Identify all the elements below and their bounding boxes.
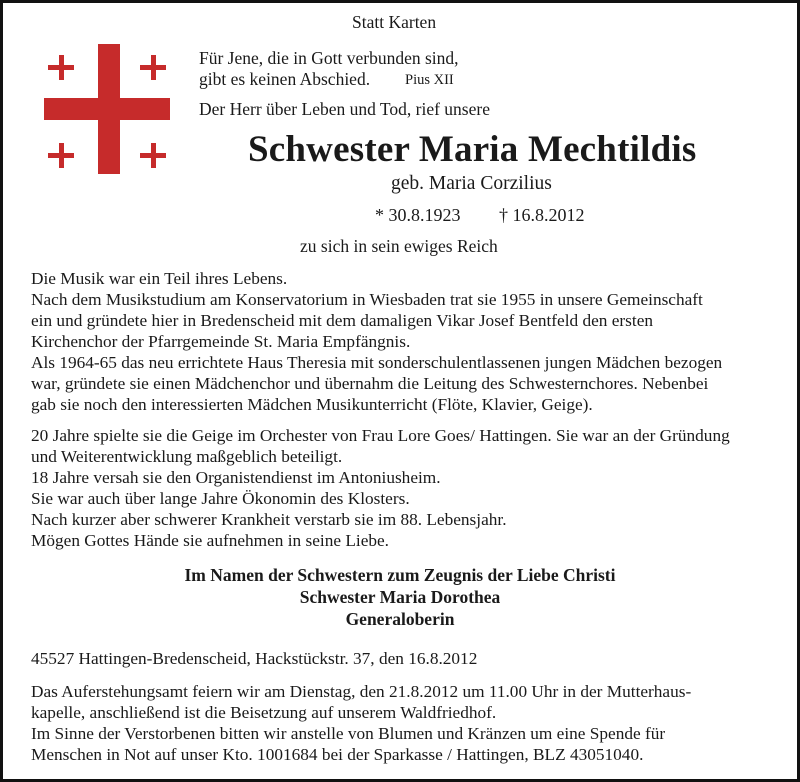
footer-line: kapelle, anschließend ist die Beisetzung auf unserem Waldfriedhof. xyxy=(31,703,497,722)
quote-line-2: gibt es keinen Abschied. xyxy=(199,69,371,89)
body-line: und Weiterentwicklung maßgeblich beteiligt. xyxy=(31,447,343,466)
body-line: Nach dem Musikstudium am Konservatorium in Wiesbaden trat sie 1955 in unsere Gemeinschaft xyxy=(31,290,703,309)
signature-title: Generaloberin xyxy=(345,609,455,629)
quote-line-1: Für Jene, die in Gott verbunden sind, xyxy=(199,48,459,68)
intro-line: Der Herr über Leben und Tod, rief unsere xyxy=(199,99,490,119)
body-line: 18 Jahre versah sie den Organistendienst im Antoniusheim. xyxy=(31,468,441,487)
jerusalem-cross-icon xyxy=(44,44,170,174)
body-line: Die Musik war ein Teil ihres Lebens. xyxy=(31,269,288,288)
body-line: gab sie noch den interessierten Mädchen Musikunterricht (Flöte, Klavier, Geige). xyxy=(31,395,593,414)
footer-line: Menschen in Not auf unser Kto. 1001684 bei der Sparkasse / Hattingen, BLZ 43051040. xyxy=(31,745,644,764)
quote-author: Pius XII xyxy=(405,72,454,88)
body-line: Mögen Gottes Hände sie aufnehmen in seine Liebe. xyxy=(31,531,389,550)
signature-name: Schwester Maria Dorothea xyxy=(299,587,501,607)
closing-line: zu sich in sein ewiges Reich xyxy=(300,236,498,256)
birth-date: * 30.8.1923 xyxy=(375,205,461,225)
footer-line: Das Auferstehungsamt feiern wir am Dienstag, den 21.8.2012 um 11.00 Uhr in der Mutterhaus- xyxy=(31,682,692,701)
body-line: Sie war auch über lange Jahre Ökonomin des Klosters. xyxy=(31,489,410,508)
body-line: Als 1964-65 das neu errichtete Haus Theresia mit sonderschulentlassenen jungen Mädchen bezogen xyxy=(31,353,723,372)
address-line: 45527 Hattingen-Bredenscheid, Hackstückstr. 37, den 16.8.2012 xyxy=(31,649,478,668)
statt-karten-heading: Statt Karten xyxy=(352,12,437,32)
body-line: war, gründete sie einen Mädchenchor und übernahm die Leitung des Schwesternchores. Nebenbei xyxy=(31,374,709,393)
body-line: ein und gründete hier in Bredenscheid mit dem damaligen Vikar Josef Bentfeld den ersten xyxy=(31,311,654,330)
birth-name: geb. Maria Corzilius xyxy=(391,173,552,194)
body-line: Nach kurzer aber schwerer Krankheit verstarb sie im 88. Lebensjahr. xyxy=(31,510,507,529)
body-line: Kirchenchor der Pfarrgemeinde St. Maria Empfängnis. xyxy=(31,332,411,351)
body-line: 20 Jahre spielte sie die Geige im Orchester von Frau Lore Goes/ Hattingen. Sie war an der Gründung xyxy=(31,426,730,445)
deceased-name: Schwester Maria Mechtildis xyxy=(248,129,697,170)
signature-line-1: Im Namen der Schwestern zum Zeugnis der Liebe Christi xyxy=(184,565,616,585)
death-date: † 16.8.2012 xyxy=(499,205,585,225)
footer-line: Im Sinne der Verstorbenen bitten wir anstelle von Blumen und Kränzen um eine Spende für xyxy=(31,724,666,743)
